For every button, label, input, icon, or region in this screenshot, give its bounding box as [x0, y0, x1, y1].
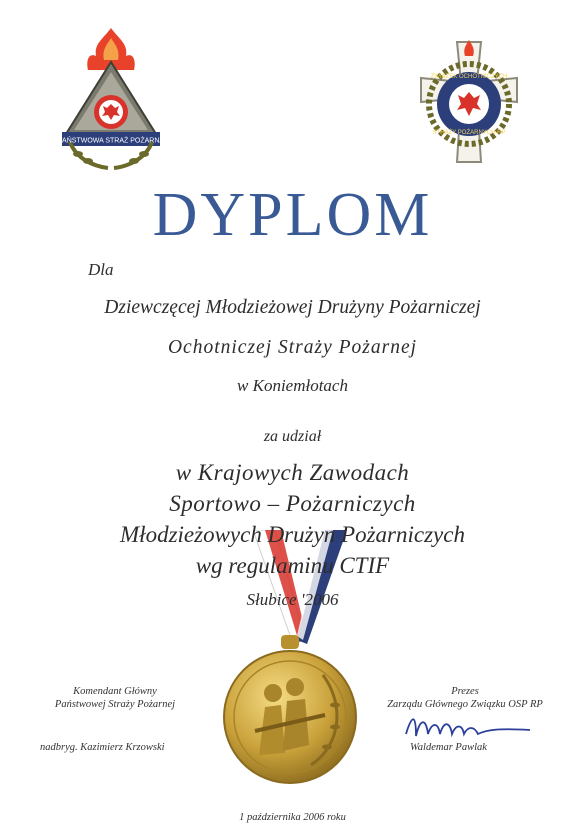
dla-label: Dla [88, 260, 114, 279]
recipient-line-1: Dziewczęcej Młodzieżowej Drużyny Pożarniczej [104, 297, 481, 318]
event-place-year: Słubice '2006 [246, 590, 339, 609]
recipient-line-2: Ochotniczej Straży Pożarnej [167, 337, 418, 358]
state-fire-service-emblem [52, 22, 170, 172]
recipient-line-3: w Koniemłotach [237, 376, 348, 395]
left-signatory-role-2: Państwowej Straży Pożarnej [54, 699, 176, 710]
emblem-left-text: PAŃSTWOWA STRAŻ POŻARNA [57, 137, 165, 145]
gold-medal [215, 635, 365, 785]
emblem-right-text-top: ZWIĄZEK OCHOTNICZYCH [430, 74, 508, 80]
handwritten-signature [398, 708, 538, 744]
issue-date: 1 października 2006 roku [239, 812, 346, 823]
right-signatory-name: Waldemar Pawlak [410, 742, 487, 753]
award-reason-label: za udział [263, 428, 322, 445]
left-signatory-name: nadbryg. Kazimierz Krzowski [40, 742, 165, 753]
left-signatory-title [30, 685, 200, 711]
right-signatory-role-2: Zarządu Głównego Związku OSP RP [387, 699, 543, 710]
event-line-1: w Krajowych Zawodach [175, 460, 410, 485]
left-signatory-role-1: Komendant Główny [73, 686, 157, 697]
volunteer-fire-brigades-emblem [403, 38, 535, 168]
diploma-title: DYPLOM [152, 181, 433, 249]
event-line-2: Sportowo – Pożarniczych [169, 491, 416, 516]
event-line-4: wg regulaminu CTIF [195, 553, 390, 578]
emblem-right-text-bottom: STRAŻY POŻARNYCH RP [432, 130, 506, 136]
event-line-3: Młodzieżowych Drużyn Pożarniczych [120, 522, 465, 547]
right-signatory-role-1: Prezes [451, 686, 479, 697]
